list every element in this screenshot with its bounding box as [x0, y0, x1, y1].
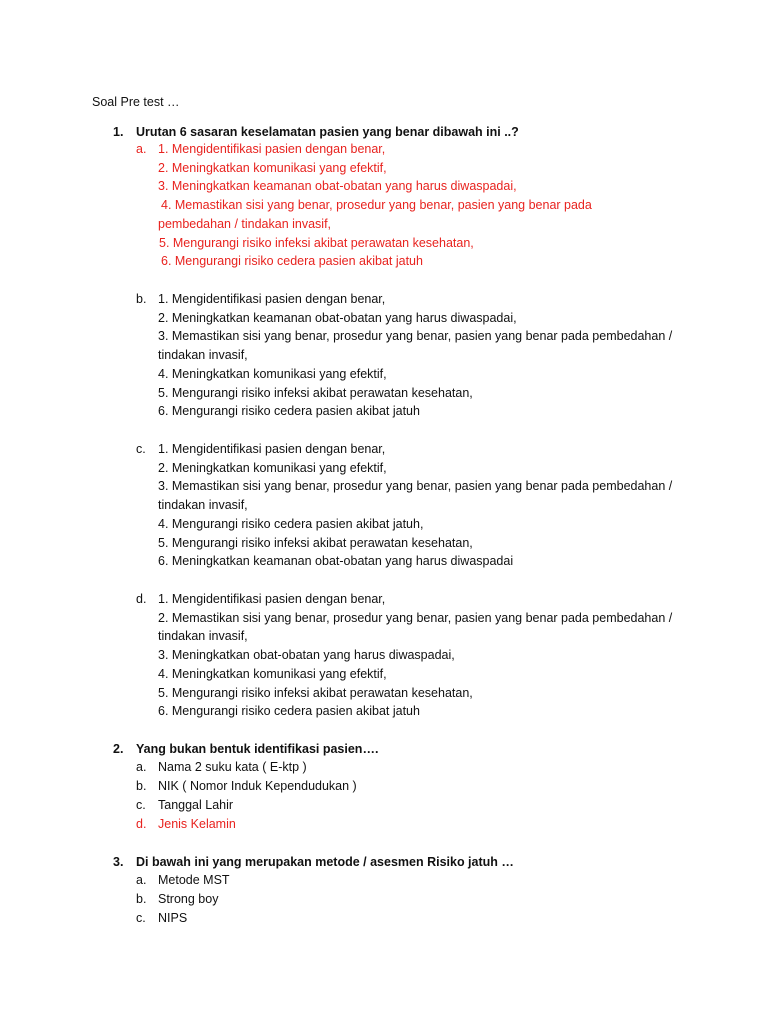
- option-letter: a.: [136, 873, 147, 887]
- option-line: pembedahan / tindakan invasif,: [158, 216, 332, 231]
- option-line: 4. Meningkatkan komunikasi yang efektif,: [158, 366, 387, 381]
- option-letter: c.: [136, 798, 146, 812]
- option-line: 3. Meningkatkan obat-obatan yang harus diwaspadai,: [158, 648, 455, 663]
- option-letter: c.: [136, 442, 146, 456]
- option-line: 5. Mengurangi risiko infeksi akibat perawatan kesehatan,: [159, 235, 474, 250]
- option-line: 6. Mengurangi risiko cedera pasien akibat jatuh: [158, 404, 420, 419]
- option-line: tindakan invasif,: [158, 629, 248, 644]
- question-number: 2.: [113, 742, 124, 756]
- option-text: NIK ( Nomor Induk Kependudukan ): [158, 779, 357, 793]
- option-line: 1. Mengidentifikasi pasien dengan benar,: [158, 142, 386, 156]
- question-text: Di bawah ini yang merupakan metode / asesmen Risiko jatuh …: [136, 855, 514, 869]
- option-line: 6. Mengurangi risiko cedera pasien akibat jatuh: [161, 254, 423, 269]
- option-text: Metode MST: [158, 873, 230, 887]
- option-letter: b.: [136, 292, 147, 306]
- question-number: 3.: [113, 855, 124, 869]
- option-text: Jenis Kelamin: [158, 817, 236, 831]
- option-line: 4. Memastikan sisi yang benar, prosedur yang benar, pasien yang benar pada: [161, 198, 592, 213]
- option-line: 1. Mengidentifikasi pasien dengan benar,: [158, 592, 386, 606]
- option-line: 2. Meningkatkan komunikasi yang efektif,: [158, 460, 387, 475]
- option-line: 6. Mengurangi risiko cedera pasien akibat jatuh: [158, 704, 420, 719]
- option-line: 6. Meningkatkan keamanan obat-obatan yang harus diwaspadai: [158, 554, 514, 569]
- option-line: 3. Memastikan sisi yang benar, prosedur yang benar, pasien yang benar pada pembedahan /: [158, 329, 673, 344]
- option-letter: d.: [136, 817, 147, 831]
- option-line: 2. Meningkatkan keamanan obat-obatan yang harus diwaspadai,: [158, 310, 517, 325]
- option-line: 1. Mengidentifikasi pasien dengan benar,: [158, 442, 386, 456]
- option-line: 2. Memastikan sisi yang benar, prosedur yang benar, pasien yang benar pada pembedahan /: [158, 610, 673, 625]
- option-text: Tanggal Lahir: [158, 798, 234, 812]
- option-lines: [158, 140, 698, 271]
- option-text: NIPS: [158, 911, 188, 925]
- option-line: 4. Meningkatkan komunikasi yang efektif,: [158, 666, 387, 681]
- option-line: tindakan invasif,: [158, 348, 248, 363]
- question-text: Yang bukan bentuk identifikasi pasien….: [136, 742, 379, 756]
- option-line: 5. Mengurangi risiko infeksi akibat perawatan kesehatan,: [158, 685, 473, 700]
- option-line: 5. Mengurangi risiko infeksi akibat perawatan kesehatan,: [158, 535, 473, 550]
- option-letter: d.: [136, 592, 147, 606]
- option-text: Strong boy: [158, 892, 219, 906]
- option-lines: [158, 290, 698, 421]
- option-letter: a.: [136, 760, 147, 774]
- option-letter: b.: [136, 892, 147, 906]
- option-line: tindakan invasif,: [158, 498, 248, 513]
- question-number: 1.: [113, 125, 124, 139]
- option-lines: [158, 440, 698, 571]
- option-line: 1. Mengidentifikasi pasien dengan benar,: [158, 292, 386, 306]
- option-line: 3. Meningkatkan keamanan obat-obatan yang harus diwaspadai,: [158, 179, 517, 194]
- question-text: Urutan 6 sasaran keselamatan pasien yang benar dibawah ini ..?: [136, 125, 519, 139]
- option-lines: [158, 590, 698, 721]
- option-letter: a.: [136, 142, 147, 156]
- option-letter: b.: [136, 779, 147, 793]
- option-line: 3. Memastikan sisi yang benar, prosedur yang benar, pasien yang benar pada pembedahan /: [158, 479, 673, 494]
- option-text: Nama 2 suku kata ( E-ktp ): [158, 760, 307, 774]
- option-line: 2. Meningkatkan komunikasi yang efektif,: [158, 160, 387, 175]
- option-letter: c.: [136, 911, 146, 925]
- option-line: 4. Mengurangi risiko cedera pasien akibat jatuh,: [158, 516, 424, 531]
- page-title: Soal Pre test …: [92, 95, 180, 109]
- option-line: 5. Mengurangi risiko infeksi akibat perawatan kesehatan,: [158, 385, 473, 400]
